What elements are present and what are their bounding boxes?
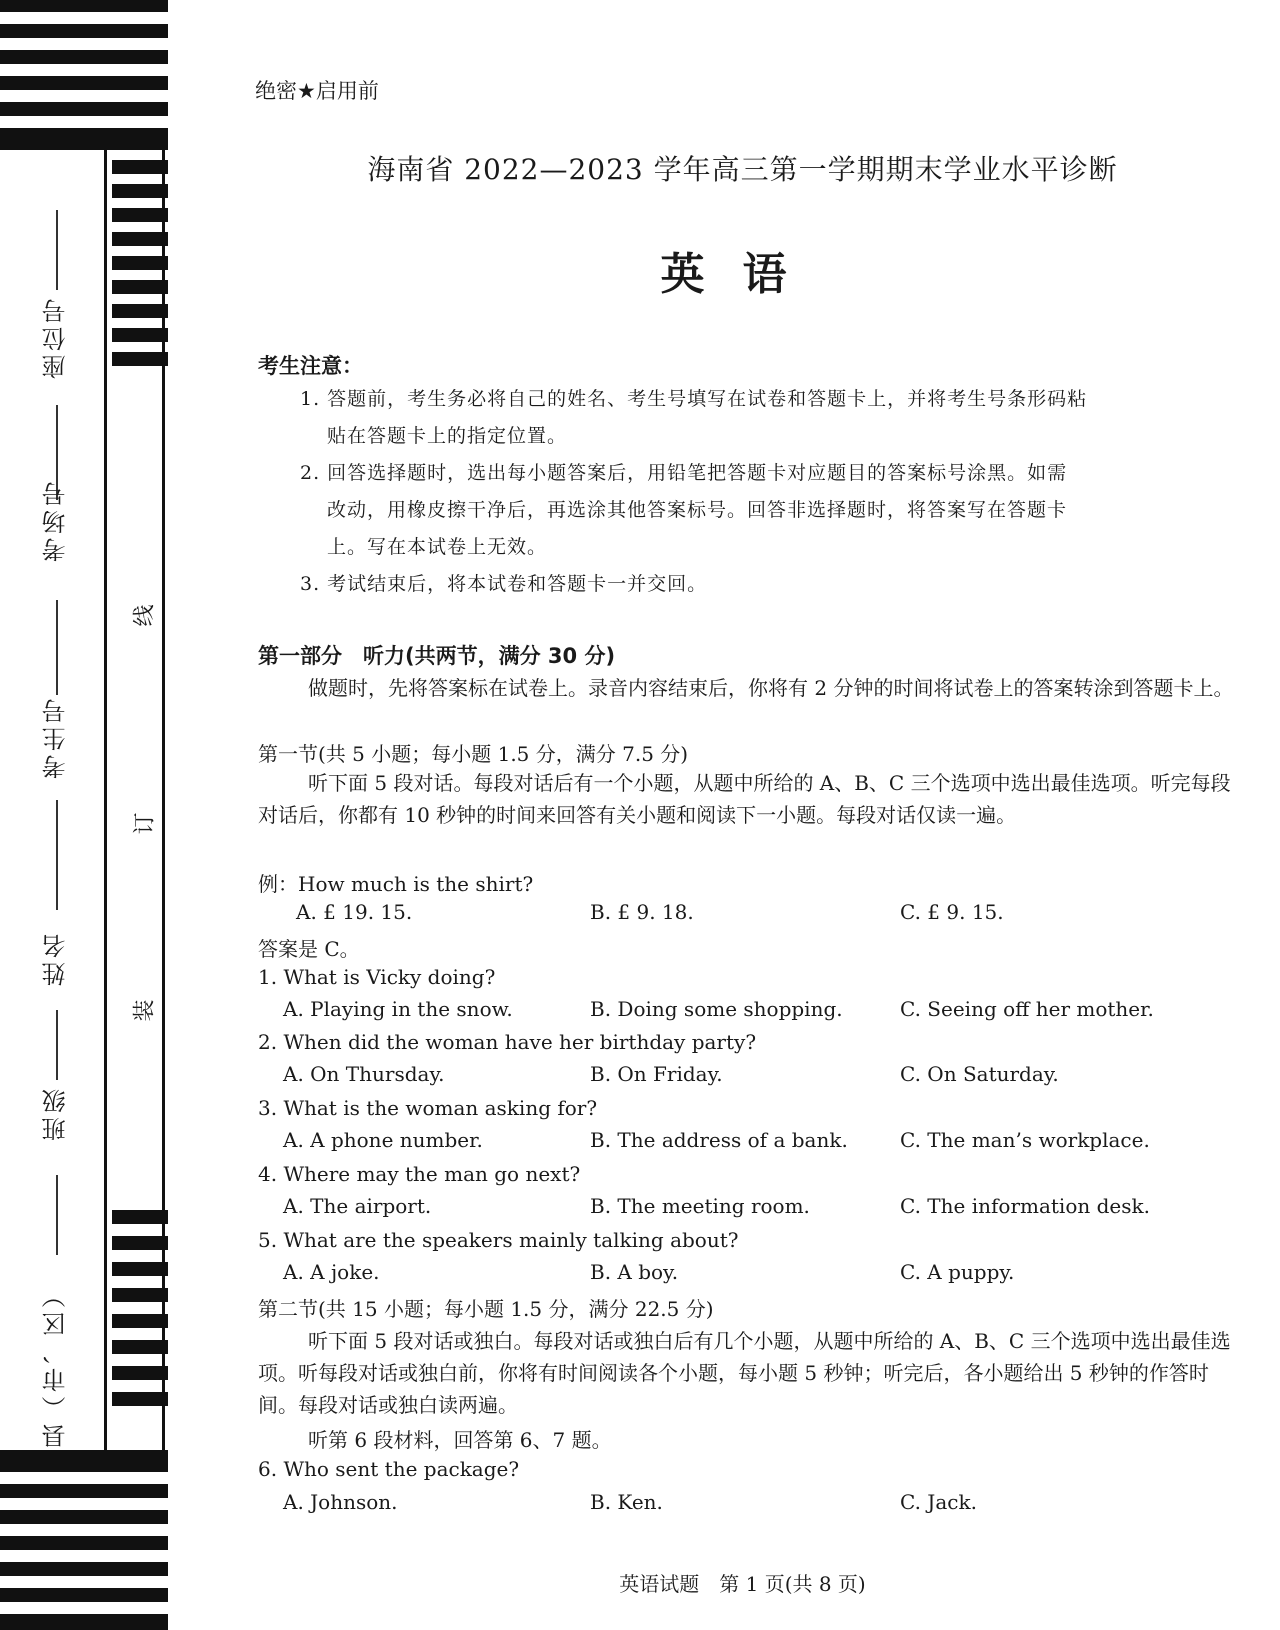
q5-option-c: C. A puppy. — [900, 1260, 1015, 1284]
name-label: 姓名 — [42, 930, 70, 986]
q1-option-c: C. Seeing off her mother. — [900, 997, 1154, 1021]
q5-option-b: B. A boy. — [590, 1260, 679, 1284]
subject-title: 英语 — [660, 249, 825, 300]
part1-intro: 做题时，先将答案标在试卷上。录音内容结束后，你将有 2 分钟的时间将试卷上的答案转涂到答题卡上。 — [308, 676, 1234, 700]
q2-option-c: C. On Saturday. — [900, 1062, 1059, 1086]
binding-line-char: 线 — [132, 604, 158, 627]
notice-item: 1. 答题前，考生务必将自己的姓名、考生号填写在试卷和答题卡上，并将考生号条形码粘 — [300, 388, 1088, 410]
section1-heading: 第一节(共 5 小题；每小题 1.5 分，满分 7.5 分) — [258, 742, 689, 766]
notice-item: 2. 回答选择题时，选出每小题答案后，用铅笔把答题卡对应题目的答案标号涂黑。如需 — [300, 462, 1068, 484]
notice-heading: 考生注意： — [258, 354, 363, 378]
binding-ding-char: 订 — [132, 812, 158, 835]
q2-option-b: B. On Friday. — [590, 1062, 723, 1086]
example-answer: 答案是 C。 — [258, 937, 360, 961]
section2-heading: 第二节(共 15 小题；每小题 1.5 分，满分 22.5 分) — [258, 1297, 714, 1321]
page-footer: 英语试题 第 1 页(共 8 页) — [619, 1572, 866, 1596]
material-6-note: 听第 6 段材料，回答第 6、7 题。 — [308, 1428, 612, 1452]
q4-option-a: A. The airport. — [283, 1194, 432, 1218]
q4-option-c: C. The information desk. — [900, 1194, 1150, 1218]
q6-option-a: A. Johnson. — [283, 1490, 398, 1514]
notice-item-cont: 贴在答题卡上的指定位置。 — [327, 425, 568, 447]
class-label: 班级 — [42, 1085, 70, 1141]
question-5: 5. What are the speakers mainly talking about? — [258, 1228, 739, 1252]
notice-item-cont: 改动，用橡皮擦干净后，再选涂其他答案标号。回答非选择题时，将答案写在答题卡 — [327, 499, 1068, 521]
exam-room-label: 考场号 — [42, 478, 70, 562]
question-4: 4. Where may the man go next? — [258, 1162, 581, 1186]
q5-option-a: A. A joke. — [283, 1260, 380, 1284]
section1-intro: 听下面 5 段对话。每段对话后有一个小题，从题中所给的 A、B、C 三个选项中选出最佳选项。听完每段对话后，你都有 10 秒钟的时间来回答有关小题和阅读下一小题。每段对话仅读一遍。 — [258, 771, 1231, 827]
q6-option-c: C. Jack. — [900, 1490, 977, 1514]
example-option-b: B. £ 9. 18. — [590, 900, 694, 924]
example-option-a: A. £ 19. 15. — [296, 900, 413, 924]
notice-item: 3. 考试结束后，将本试卷和答题卡一并交回。 — [300, 573, 708, 595]
question-1: 1. What is Vicky doing? — [258, 965, 496, 989]
candidate-number-label: 考生号 — [42, 695, 70, 779]
seat-number-label: 座位号 — [42, 295, 70, 379]
q3-option-c: C. The man’s workplace. — [900, 1128, 1150, 1152]
question-6: 6. Who sent the package? — [258, 1457, 520, 1481]
q3-option-a: A. A phone number. — [283, 1128, 483, 1152]
q1-option-a: A. Playing in the snow. — [283, 997, 513, 1021]
question-3: 3. What is the woman asking for? — [258, 1096, 598, 1120]
notice-list — [300, 381, 1235, 603]
section2-intro: 听下面 5 段对话或独白。每段对话或独白后有几个小题，从题中所给的 A、B、C 三个选项中选出最佳选项。听每段对话或独白前，你将有时间阅读各个小题，每小题 5 秒钟；听完后，各小题给出 5 秒钟的作答时间。每段对话或独白读两遍。 — [258, 1329, 1231, 1417]
example-question: 例：How much is the shirt? — [258, 872, 534, 896]
q3-option-b: B. The address of a bank. — [590, 1128, 848, 1152]
example-option-c: C. £ 9. 15. — [900, 900, 1004, 924]
county-label: 县（市、区） — [42, 1280, 70, 1448]
part1-heading: 第一部分 听力(共两节，满分 30 分) — [258, 644, 616, 668]
q1-option-b: B. Doing some shopping. — [590, 997, 843, 1021]
q2-option-a: A. On Thursday. — [283, 1062, 445, 1086]
binding-margin — [0, 0, 170, 1630]
confidential-mark: 绝密★启用前 — [255, 79, 379, 103]
question-2: 2. When did the woman have her birthday party? — [258, 1030, 757, 1054]
exam-title: 海南省 2022—2023 学年高三第一学期期末学业水平诊断 — [367, 153, 1118, 186]
q6-option-b: B. Ken. — [590, 1490, 663, 1514]
q4-option-b: B. The meeting room. — [590, 1194, 810, 1218]
binding-zhuang-char: 装 — [132, 999, 158, 1022]
notice-item-cont: 上。写在本试卷上无效。 — [327, 536, 548, 558]
